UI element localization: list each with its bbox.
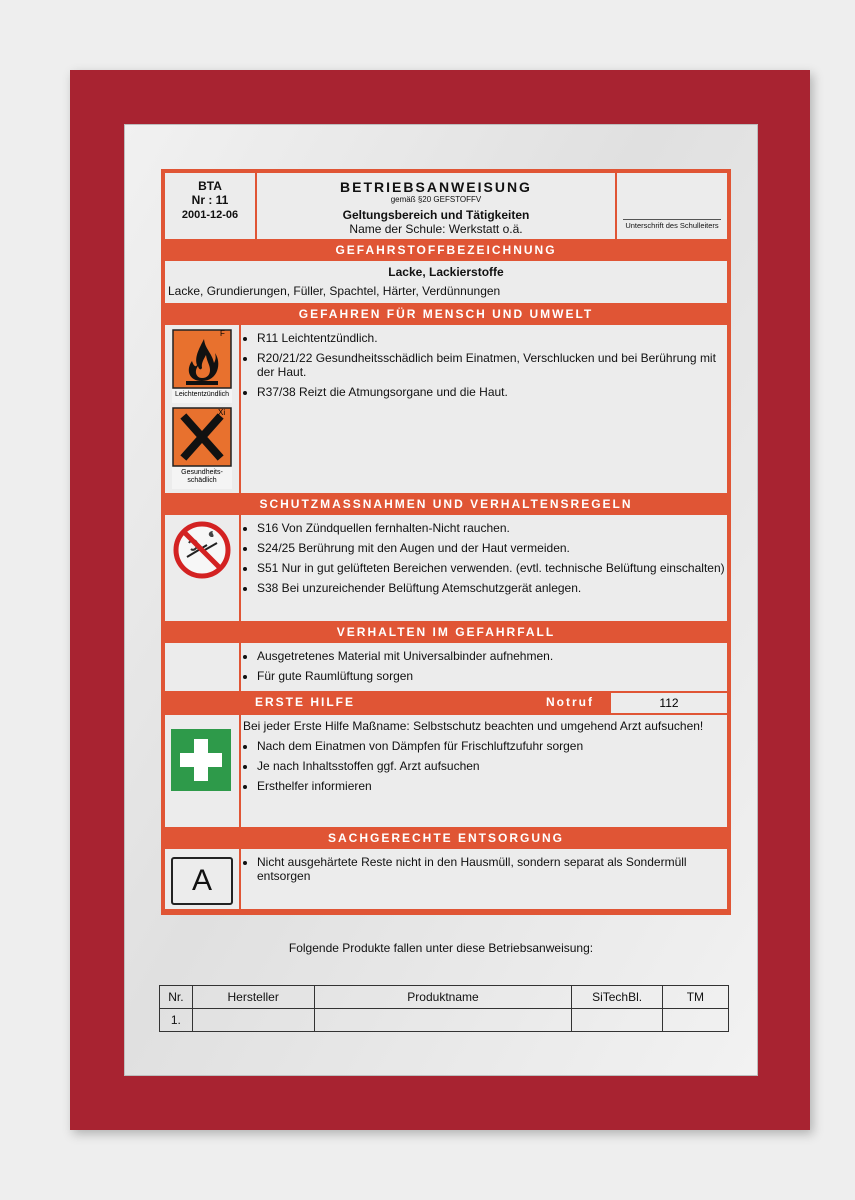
- table-row: [160, 1009, 729, 1032]
- title-box: [257, 173, 615, 239]
- bta-number: Nr : 11: [191, 193, 229, 207]
- col-nr: Nr.: [160, 986, 193, 1009]
- flammable-icon: [172, 329, 232, 403]
- section-heading-emergency: VERHALTEN IM GEFAHRFALL: [336, 625, 556, 639]
- protection-text-box: [241, 515, 727, 621]
- row-safety-sheet: [572, 1009, 662, 1032]
- operating-instruction-form: [161, 169, 731, 915]
- row-tm: [662, 1009, 728, 1032]
- flammable-label: Leichtentzündlich: [174, 391, 230, 398]
- emergency-text-box: [241, 643, 727, 691]
- section-heading-disposal: SACHGERECHTE ENTSORGUNG: [327, 831, 564, 845]
- first-aid-text-box: [241, 715, 727, 827]
- protection-item: • S16 Von Zündquellen fernhalten-Nicht rauchen.: [257, 521, 727, 535]
- signature-label: Unterschrift des Schulleiters: [625, 221, 719, 230]
- hazard-item: • R20/21/22 Gesundheitsschädlich beim Einatmen, Verschlucken und bei Berührung mit der Haut.: [257, 351, 727, 379]
- row-nr: 1.: [160, 1009, 193, 1032]
- no-smoking-icon: [173, 521, 231, 579]
- emergency-item: • Ausgetretenes Material mit Universalbinder aufnehmen.: [257, 649, 727, 663]
- substance-name: Lacke, Lackierstoffe: [388, 265, 504, 279]
- hazard-item: • R37/38 Reizt die Atmungsorgane und die Haut.: [257, 385, 727, 399]
- harmful-icon: [172, 407, 232, 489]
- flammable-code: F: [220, 329, 225, 338]
- bta-box: [165, 173, 255, 239]
- bta-label: BTA: [198, 179, 222, 193]
- products-table: [159, 985, 729, 1032]
- col-safety-sheet: SiTechBl.: [572, 986, 662, 1009]
- substance-box: [165, 261, 727, 303]
- emergency-icon-cell: [165, 643, 239, 691]
- document-sheet: [124, 124, 758, 1076]
- first-aid-heading-bar: [165, 693, 609, 711]
- section-heading-protection: SCHUTZMASSNAHMEN UND VERHALTENSREGELN: [259, 497, 633, 511]
- first-aid-intro: Bei jeder Erste Hilfe Maßname: Selbstschutz beachten und umgehend Arzt aufsuchen!: [243, 719, 704, 733]
- first-aid-item: • Nach dem Einatmen von Dämpfen für Frischluftzufuhr sorgen: [257, 739, 727, 753]
- first-aid-icon: [171, 729, 231, 791]
- disposal-text-box: [241, 849, 727, 909]
- school-name: Name der Schule: Werkstatt o.ä.: [349, 222, 523, 236]
- hazard-list: [241, 331, 727, 399]
- col-product-name: Produktname: [314, 986, 572, 1009]
- document-subtitle: gemäß §20 GEFSTOFFV: [390, 195, 482, 204]
- disposal-list: [241, 855, 727, 883]
- protection-item: • S38 Bei unzureichender Belüftung Atemschutzgerät anlegen.: [257, 581, 727, 595]
- disposal-icon-cell: [165, 849, 239, 909]
- section-heading-hazards: GEFAHREN FÜR MENSCH UND UMWELT: [298, 307, 594, 321]
- protection-item: • S51 Nur in gut gelüfteten Bereichen verwenden. (evtl. technische Belüftung einschalten): [257, 561, 727, 575]
- disposal-item: • Nicht ausgehärtete Reste nicht in den Hausmüll, sondern separat als Sondermüll entsorgen: [257, 855, 727, 883]
- protection-item: • S24/25 Berührung mit den Augen und der Haut vermeiden.: [257, 541, 727, 555]
- protection-list: [241, 521, 727, 595]
- hazard-icon-cell: [165, 325, 239, 493]
- emergency-list: [241, 649, 727, 683]
- harmful-label: Gesundheits-schädlich: [181, 469, 223, 484]
- emergency-call-label: Notruf: [546, 695, 594, 709]
- red-display-frame: [70, 70, 810, 1130]
- signature-box: [617, 173, 727, 239]
- scope-label: Geltungsbereich und Tätigkeiten: [342, 208, 530, 222]
- document-title: BETRIEBSANWEISUNG: [340, 179, 532, 195]
- first-aid-list: [241, 739, 727, 793]
- harmful-code: Xi: [218, 408, 226, 417]
- section-heading-substance: GEFAHRSTOFFBEZEICHNUNG: [335, 243, 557, 257]
- col-tm: TM: [662, 986, 728, 1009]
- row-product-name: [314, 1009, 572, 1032]
- products-header-row: [160, 986, 729, 1009]
- col-manufacturer: Hersteller: [192, 986, 314, 1009]
- disposal-letter-icon: A: [171, 857, 233, 905]
- first-aid-item: • Ersthelfer informieren: [257, 779, 727, 793]
- row-manufacturer: [192, 1009, 314, 1032]
- first-aid-item: • Je nach Inhaltsstoffen ggf. Arzt aufsuchen: [257, 759, 727, 773]
- bta-date: 2001-12-06: [181, 209, 239, 221]
- emergency-call-number: 112: [611, 693, 727, 713]
- protection-icon-cell: [165, 515, 239, 621]
- section-heading-first-aid: ERSTE HILFE: [254, 695, 355, 709]
- hazards-text-box: [241, 325, 727, 493]
- hazard-item: • R11 Leichtentzündlich.: [257, 331, 727, 345]
- emergency-item: • Für gute Raumlüftung sorgen: [257, 669, 727, 683]
- substance-detail: Lacke, Grundierungen, Füller, Spachtel, Härter, Verdünnungen: [168, 284, 501, 298]
- first-aid-icon-cell: [165, 715, 239, 827]
- products-caption: Folgende Produkte fallen unter diese Betriebsanweisung:: [288, 941, 594, 955]
